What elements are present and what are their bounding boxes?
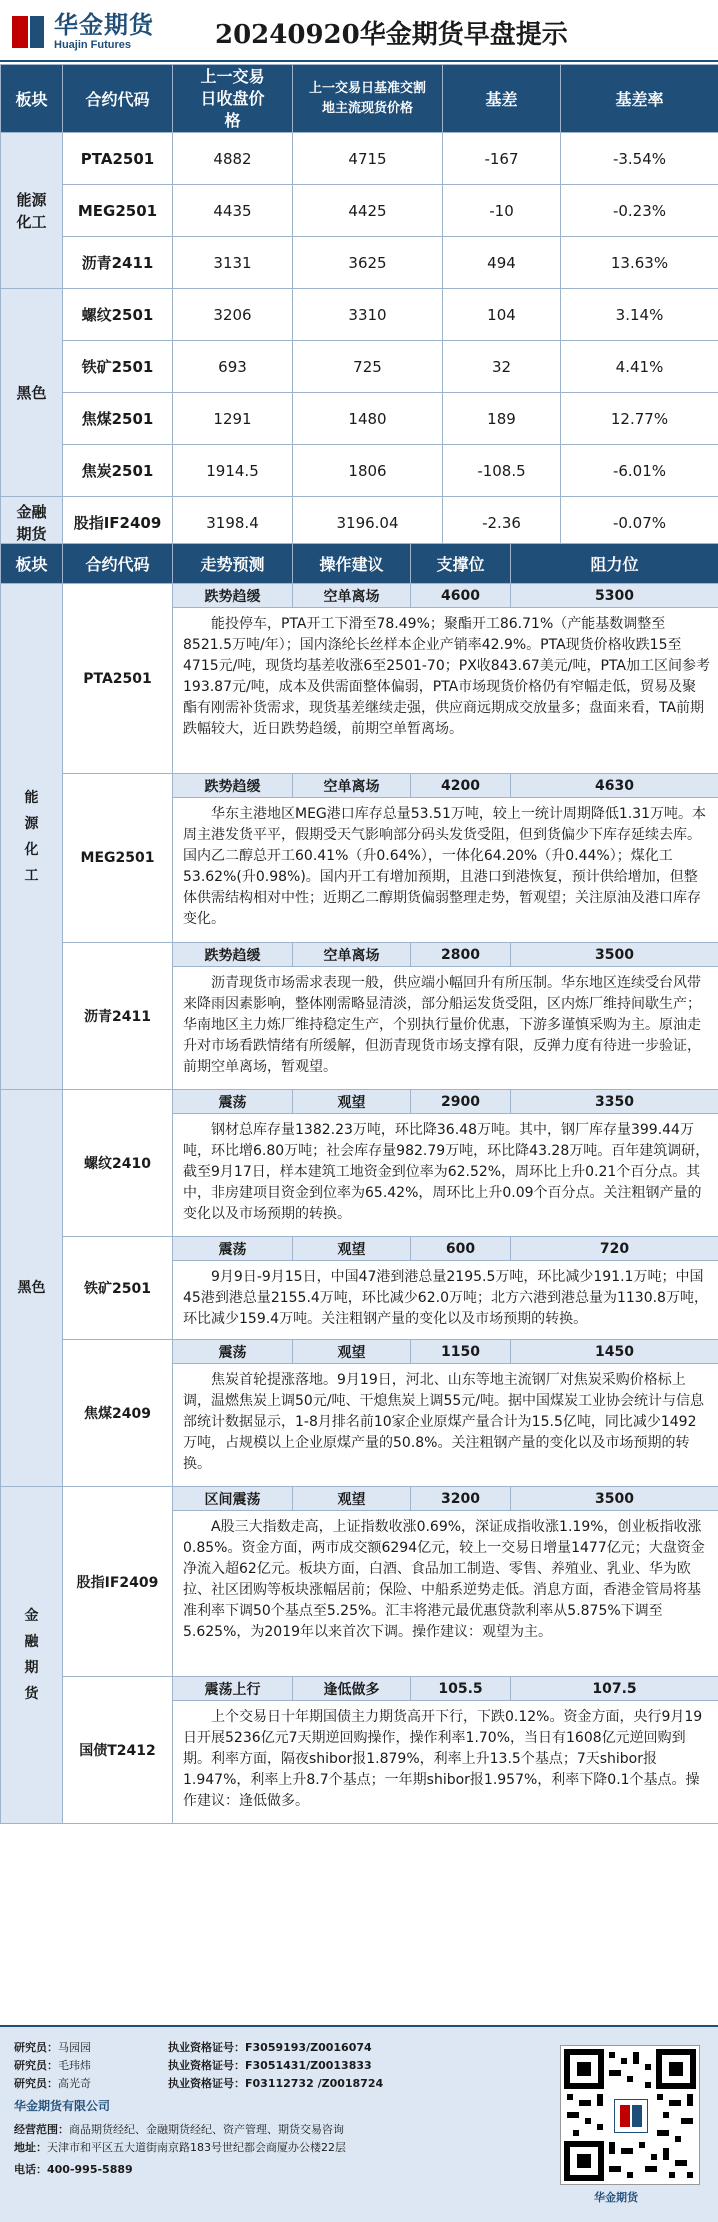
close-price: 4435 <box>173 185 293 237</box>
operation-advice: 观望 <box>293 1090 411 1114</box>
commentary-paragraph: 焦炭首轮提涨落地。9月19日，河北、山东等地主流钢厂对焦炭采购价格标上调，温燃焦炭上调50元/吨、干熄焦炭上调55元/吨。据中国煤炭工业协会统计与信息部统计数据显示，1-8月排名前10家企业原煤产量合计为15.5亿吨，同比减少1492万吨，占规模以上企业原煤产量的50.8%。关注粗钢产量的变化以及市场预期的转换。 <box>183 1372 705 1472</box>
cert-number: F3059193/Z0016074 <box>245 2041 372 2054</box>
cert-label: 执业资格证号： <box>168 2041 245 2054</box>
trend-forecast: 跌势趋缓 <box>173 584 293 608</box>
commentary-text <box>173 1701 718 1824</box>
commentary-text <box>173 967 718 1090</box>
contract-code: 股指IF2409 <box>63 1487 173 1677</box>
contract-code: PTA2501 <box>63 133 173 185</box>
commentary-text <box>173 1114 718 1237</box>
phone-number: 400-995-5889 <box>47 2163 133 2176</box>
basis-rate: -6.01% <box>561 445 718 497</box>
contract-code: 沥青2411 <box>63 943 173 1090</box>
resistance-level: 1450 <box>511 1340 718 1364</box>
analyst-name: 马园园 <box>58 2041 91 2054</box>
col-header-rate: 基差率 <box>561 65 718 133</box>
basis-value: 104 <box>443 289 561 341</box>
commentary-paragraph: 9月9日-9月15日，中国47港到港总量2195.5万吨，环比减少191.1万吨；中国45港到港总量2155.4万吨，环比减少62.0万吨；北方六港到港总量为1130.8万吨，环比减少159.4万吨。关注粗钢产量的变化以及市场预期的转换。 <box>183 1269 708 1327</box>
contract-code: 螺纹2410 <box>63 1090 173 1237</box>
analyst-line <box>14 2075 383 2091</box>
operation-advice: 逢低做多 <box>293 1677 411 1701</box>
spot-price: 1806 <box>293 445 443 497</box>
support-level: 105.5 <box>411 1677 511 1701</box>
contract-code: 螺纹2501 <box>63 289 173 341</box>
header-bar <box>0 0 718 62</box>
basis-rate: 4.41% <box>561 341 718 393</box>
contract-code: PTA2501 <box>63 584 173 774</box>
close-price: 3206 <box>173 289 293 341</box>
advice-row <box>1 1237 718 1261</box>
basis-value: 32 <box>443 341 561 393</box>
advice-row <box>1 584 718 608</box>
contract-code: 焦煤2409 <box>63 1340 173 1487</box>
analyst-line <box>14 2039 372 2055</box>
sector-cell: 黑色 <box>1 289 63 497</box>
advice-table <box>0 543 718 1824</box>
advice-row <box>1 943 718 967</box>
advice-row <box>1 1677 718 1701</box>
basis-rate: 13.63% <box>561 237 718 289</box>
operation-advice: 空单离场 <box>293 774 411 798</box>
commentary-paragraph: 华东主港地区MEG港口库存总量53.51万吨，较上一统计周期降低1.31万吨。本周主港发货平平，假期受天气影响部分码头发货受阻，但到货偏少下库存延续去库。国内乙二醇总开工60.41%（升0.64%），一体化64.20%（升0.44%）；煤化工53.62%(升0.98%)。国内开工有增加预期，且港口到港恢复，预计供给增加，但整体供需结构相对中性；近期乙二醇期货偏弱整理走势，暂观望；关注原油及港口库存变化。 <box>183 806 707 927</box>
footer <box>0 2025 718 2222</box>
col-header-resistance: 阻力位 <box>511 544 718 584</box>
table-row <box>1 497 718 549</box>
contract-code: 股指IF2409 <box>63 497 173 549</box>
commentary-paragraph: 上个交易日十年期国债主力期货高开下行，下跌0.12%。资金方面，央行9月19日开展5236亿元7天期逆回购操作，操作利率1.70%，当日有1608亿元逆回购到期。利率方面，隔夜shibor报1.879%，利率上升13.5个基点；7天shibor报1.947%，利率上升8.7个基点；一年期shibor报1.957%，利率下降0.1个基点。操作建议：逢低做多。 <box>183 1709 703 1809</box>
sector-cell: 金融期货 <box>1 1487 63 1824</box>
close-price: 1291 <box>173 393 293 445</box>
table-row <box>1 445 718 497</box>
close-price: 4882 <box>173 133 293 185</box>
advice-table-header <box>1 544 718 584</box>
support-level: 2800 <box>411 943 511 967</box>
operation-advice: 空单离场 <box>293 584 411 608</box>
resistance-level: 5300 <box>511 584 718 608</box>
spot-price: 4715 <box>293 133 443 185</box>
logo-cn-text: 华金期货 <box>54 11 154 39</box>
commentary-text <box>173 1511 718 1677</box>
table-row <box>1 289 718 341</box>
basis-table <box>0 64 718 549</box>
commentary-paragraph: A股三大指数走高，上证指数收涨0.69%，深证成指收涨1.19%，创业板指收涨0.85%。资金方面，两市成交额6294亿元，较上一交易日增量1477亿元；大盘资金净流入超62亿元。板块方面，白酒、食品加工制造、零售、养殖业、乳业、华为欧拉、社区团购等板块涨幅居前；保险、中船系逆势走低。消息方面，香港金管局将基准利率下调50个基点至5.25%。汇丰将港元最优惠贷款利率从5.875%下调至5.625%，为2019年以来首次下调。操作建议：观望为主。 <box>183 1519 705 1640</box>
page-title: 20240920华金期货早盘提示 <box>215 20 568 50</box>
commentary-text <box>173 1261 718 1340</box>
support-level: 1150 <box>411 1340 511 1364</box>
contract-code: 国债T2412 <box>63 1677 173 1824</box>
basis-value: -167 <box>443 133 561 185</box>
col-header-advice: 操作建议 <box>293 544 411 584</box>
table-row <box>1 341 718 393</box>
qr-code <box>560 2045 700 2185</box>
analyst-line <box>14 2057 372 2073</box>
analyst-name: 毛玮炜 <box>58 2059 91 2072</box>
operation-advice: 观望 <box>293 1237 411 1261</box>
col-header-code: 合约代码 <box>63 544 173 584</box>
address-text: 天津市和平区五大道街南京路183号世纪都会商厦办公楼22层 <box>47 2141 346 2154</box>
commentary-text <box>173 608 718 774</box>
basis-rate: 12.77% <box>561 393 718 445</box>
analyst-label: 研究员： <box>14 2059 58 2072</box>
contract-code: 铁矿2501 <box>63 341 173 393</box>
table-row <box>1 237 718 289</box>
resistance-level: 3500 <box>511 1487 718 1511</box>
commentary-text <box>173 1364 718 1487</box>
basis-rate: -0.23% <box>561 185 718 237</box>
contract-code: 焦炭2501 <box>63 445 173 497</box>
support-level: 600 <box>411 1237 511 1261</box>
advice-row <box>1 1090 718 1114</box>
company-name: 华金期货有限公司 <box>14 2099 111 2113</box>
commentary-text <box>173 798 718 943</box>
close-price: 3198.4 <box>173 497 293 549</box>
basis-value: 189 <box>443 393 561 445</box>
support-level: 4200 <box>411 774 511 798</box>
sector-cell: 黑色 <box>1 1090 63 1487</box>
commentary-paragraph: 沥青现货市场需求表现一般，供应端小幅回升有所压制。华东地区连续受台风带来降雨因素影响，整体刚需略显清淡，部分船运发货受阻，区内炼厂维持间歇生产；华南地区主力炼厂维持稳定生产，个别执行量价优惠，下游多谨慎采购为主。原油走升对市场看跌情绪有所缓解，但沥青现货市场支撑有限，反弹力度有待进一步验证，前期空单离场，暂观望。 <box>183 975 701 1075</box>
trend-forecast: 震荡 <box>173 1090 293 1114</box>
operation-advice: 观望 <box>293 1340 411 1364</box>
spot-price: 4425 <box>293 185 443 237</box>
operation-advice: 空单离场 <box>293 943 411 967</box>
contract-code: MEG2501 <box>63 185 173 237</box>
spot-price: 725 <box>293 341 443 393</box>
qr-label: 华金期货 <box>594 2191 638 2204</box>
close-price: 1914.5 <box>173 445 293 497</box>
contract-code: MEG2501 <box>63 774 173 943</box>
table-row <box>1 393 718 445</box>
resistance-level: 4630 <box>511 774 718 798</box>
company-logo <box>8 8 168 56</box>
scope-line <box>14 2121 344 2137</box>
basis-rate: -3.54% <box>561 133 718 185</box>
support-level: 2900 <box>411 1090 511 1114</box>
trend-forecast: 震荡 <box>173 1340 293 1364</box>
trend-forecast: 区间震荡 <box>173 1487 293 1511</box>
trend-forecast: 跌势趋缓 <box>173 774 293 798</box>
address-label: 地址： <box>14 2141 47 2154</box>
scope-text: 商品期货经纪、金融期货经纪、资产管理、期货交易咨询 <box>69 2123 344 2136</box>
contract-code: 焦煤2501 <box>63 393 173 445</box>
support-level: 4600 <box>411 584 511 608</box>
col-header-support: 支撑位 <box>411 544 511 584</box>
commentary-paragraph: 能投停车，PTA开工下滑至78.49%；聚酯开工86.71%（产能基数调整至8521.5万吨/年）；国内涤纶长丝样本企业产销率42.9%。PTA现货价格收跌15至4715元/吨，现货均基差收涨6至2501-70；PX收843.67美元/吨，PTA加工区间参考193.87元/吨，成本及供需面整体偏弱，PTA市场现货价格仍有窄幅走低，贸易及聚酯有刚需补货需求，现货基差继续走强，供应商远期成交放量多；盘面来看，TA前期跌幅较大，近日跌势趋缓，前期空单暂离场。 <box>183 616 710 737</box>
advice-row <box>1 1487 718 1511</box>
analyst-name: 高光奇 <box>58 2077 91 2090</box>
col-header-trend: 走势预测 <box>173 544 293 584</box>
resistance-level: 3350 <box>511 1090 718 1114</box>
basis-value: -108.5 <box>443 445 561 497</box>
sector-cell: 能源化工 <box>1 584 63 1090</box>
spot-price: 1480 <box>293 393 443 445</box>
cert-label: 执业资格证号： <box>168 2077 245 2090</box>
resistance-level: 107.5 <box>511 1677 718 1701</box>
address-line <box>14 2139 346 2155</box>
scope-label: 经营范围： <box>14 2123 69 2136</box>
phone-label: 电话： <box>14 2163 47 2176</box>
col-header-spot: 上一交易日基准交割地主流现货价格 <box>293 65 443 133</box>
advice-row <box>1 1340 718 1364</box>
basis-value: -10 <box>443 185 561 237</box>
sector-cell: 能源化工 <box>1 133 63 289</box>
col-header-close: 上一交易日收盘价格 <box>173 65 293 133</box>
close-price: 693 <box>173 341 293 393</box>
spot-price: 3310 <box>293 289 443 341</box>
table-row <box>1 133 718 185</box>
logo-en-text: Huajin Futures <box>54 39 132 51</box>
col-header-basis: 基差 <box>443 65 561 133</box>
cert-number: F03112732 /Z0018724 <box>245 2077 384 2090</box>
contract-code: 铁矿2501 <box>63 1237 173 1340</box>
trend-forecast: 震荡上行 <box>173 1677 293 1701</box>
basis-rate: 3.14% <box>561 289 718 341</box>
basis-rate: -0.07% <box>561 497 718 549</box>
trend-forecast: 震荡 <box>173 1237 293 1261</box>
col-header-sector: 板块 <box>1 65 63 133</box>
advice-row <box>1 774 718 798</box>
qr-logo-icon <box>614 2099 648 2133</box>
cert-label: 执业资格证号： <box>168 2059 245 2072</box>
col-header-sector: 板块 <box>1 544 63 584</box>
logo-icon <box>8 12 48 52</box>
sector-cell: 金融期货 <box>1 497 63 549</box>
contract-code: 沥青2411 <box>63 237 173 289</box>
operation-advice: 观望 <box>293 1487 411 1511</box>
basis-value: -2.36 <box>443 497 561 549</box>
spot-price: 3196.04 <box>293 497 443 549</box>
cert-number: F3051431/Z0013833 <box>245 2059 372 2072</box>
table-row <box>1 185 718 237</box>
phone-line <box>14 2161 133 2177</box>
col-header-code: 合约代码 <box>63 65 173 133</box>
basis-table-header <box>1 65 718 133</box>
resistance-level: 720 <box>511 1237 718 1261</box>
basis-value: 494 <box>443 237 561 289</box>
close-price: 3131 <box>173 237 293 289</box>
analyst-label: 研究员： <box>14 2041 58 2054</box>
resistance-level: 3500 <box>511 943 718 967</box>
commentary-paragraph: 钢材总库存量1382.23万吨，环比降36.48万吨。其中，钢厂库存量399.44万吨，环比增6.80万吨；社会库存量982.79万吨，环比降43.28万吨。百年建筑调研，截至9月17日，样本建筑工地资金到位率为62.52%，周环比上升0.21个百分点。其中，非房建项目资金到位率为65.42%，周环比上升0.09个百分点。关注粗钢产量的变化以及市场预期的转换。 <box>183 1122 710 1222</box>
support-level: 3200 <box>411 1487 511 1511</box>
analyst-label: 研究员： <box>14 2077 58 2090</box>
spot-price: 3625 <box>293 237 443 289</box>
trend-forecast: 跌势趋缓 <box>173 943 293 967</box>
